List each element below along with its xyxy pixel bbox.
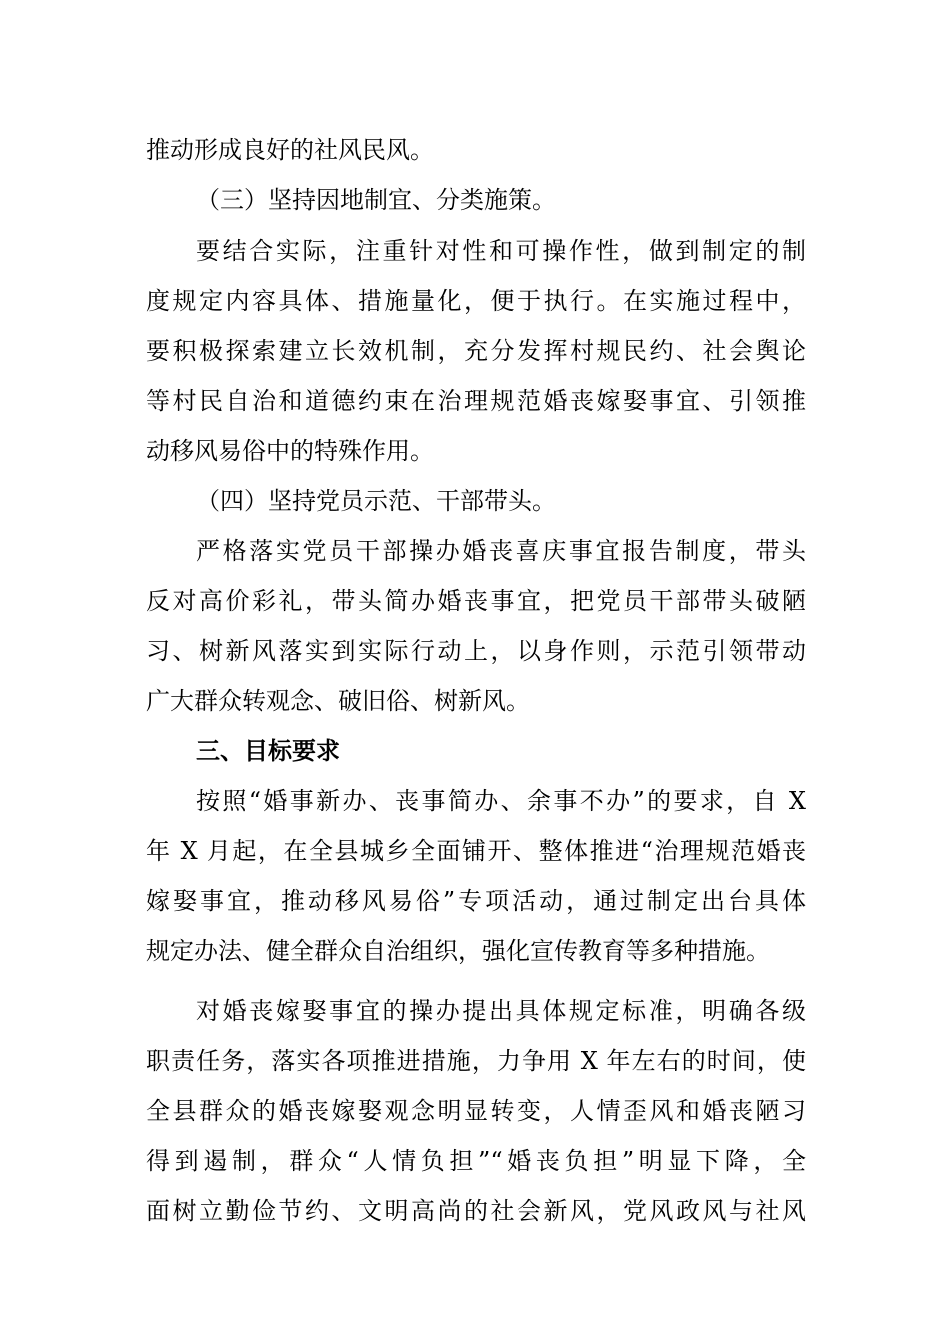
text-line: 要结合实际，注重针对性和可操作性，做到制定的制 (196, 237, 806, 265)
text-line: 反对高价彩礼，带头简办婚丧事宜，把党员干部带头破陋 (146, 587, 806, 615)
text-line: 严格落实党员干部操办婚丧喜庆事宜报告制度，带头 (196, 537, 806, 565)
text-line: 习、树新风落实到实际行动上，以身作则，示范引领带动 (146, 637, 806, 665)
text-line: 度规定内容具体、措施量化，便于执行。在实施过程中， (146, 287, 806, 315)
text-line: 对婚丧嫁娶事宜的操办提出具体规定标准，明确各级 (196, 997, 806, 1025)
text-line: 全县群众的婚丧嫁娶观念明显转变，人情歪风和婚丧陋习 (146, 1097, 806, 1125)
text-line: 推动形成良好的社风民风。 (146, 136, 434, 164)
text-line: 年 X 月起，在全县城乡全面铺开、整体推进“治理规范婚丧 (146, 837, 806, 865)
text-line: 规定办法、健全群众自治组织，强化宣传教育等多种措施。 (146, 937, 770, 965)
text-line: 广大群众转观念、破旧俗、树新风。 (146, 687, 530, 715)
text-line: 等村民自治和道德约束在治理规范婚丧嫁娶事宜、引领推 (146, 387, 806, 415)
text-line: 要积极探索建立长效机制，充分发挥村规民约、社会舆论 (146, 337, 806, 365)
text-line: 面树立勤俭节约、文明高尚的社会新风，党风政风与社风 (146, 1197, 806, 1225)
text-line: 嫁娶事宜，推动移风易俗”专项活动，通过制定出台具体 (146, 887, 806, 915)
text-line: 按照“婚事新办、丧事简办、余事不办”的要求，自 X (196, 787, 806, 815)
text-line: 得到遏制，群众“人情负担”“婚丧负担”明显下降，全 (146, 1147, 806, 1175)
subheading-four: （四）坚持党员示范、干部带头。 (196, 487, 556, 515)
text-line: 职责任务，落实各项推进措施，力争用 X 年左右的时间，使 (146, 1047, 806, 1075)
subheading-three: （三）坚持因地制宜、分类施策。 (196, 186, 556, 214)
text-line: 动移风易俗中的特殊作用。 (146, 437, 434, 465)
section-heading: 三、目标要求 (196, 737, 340, 765)
